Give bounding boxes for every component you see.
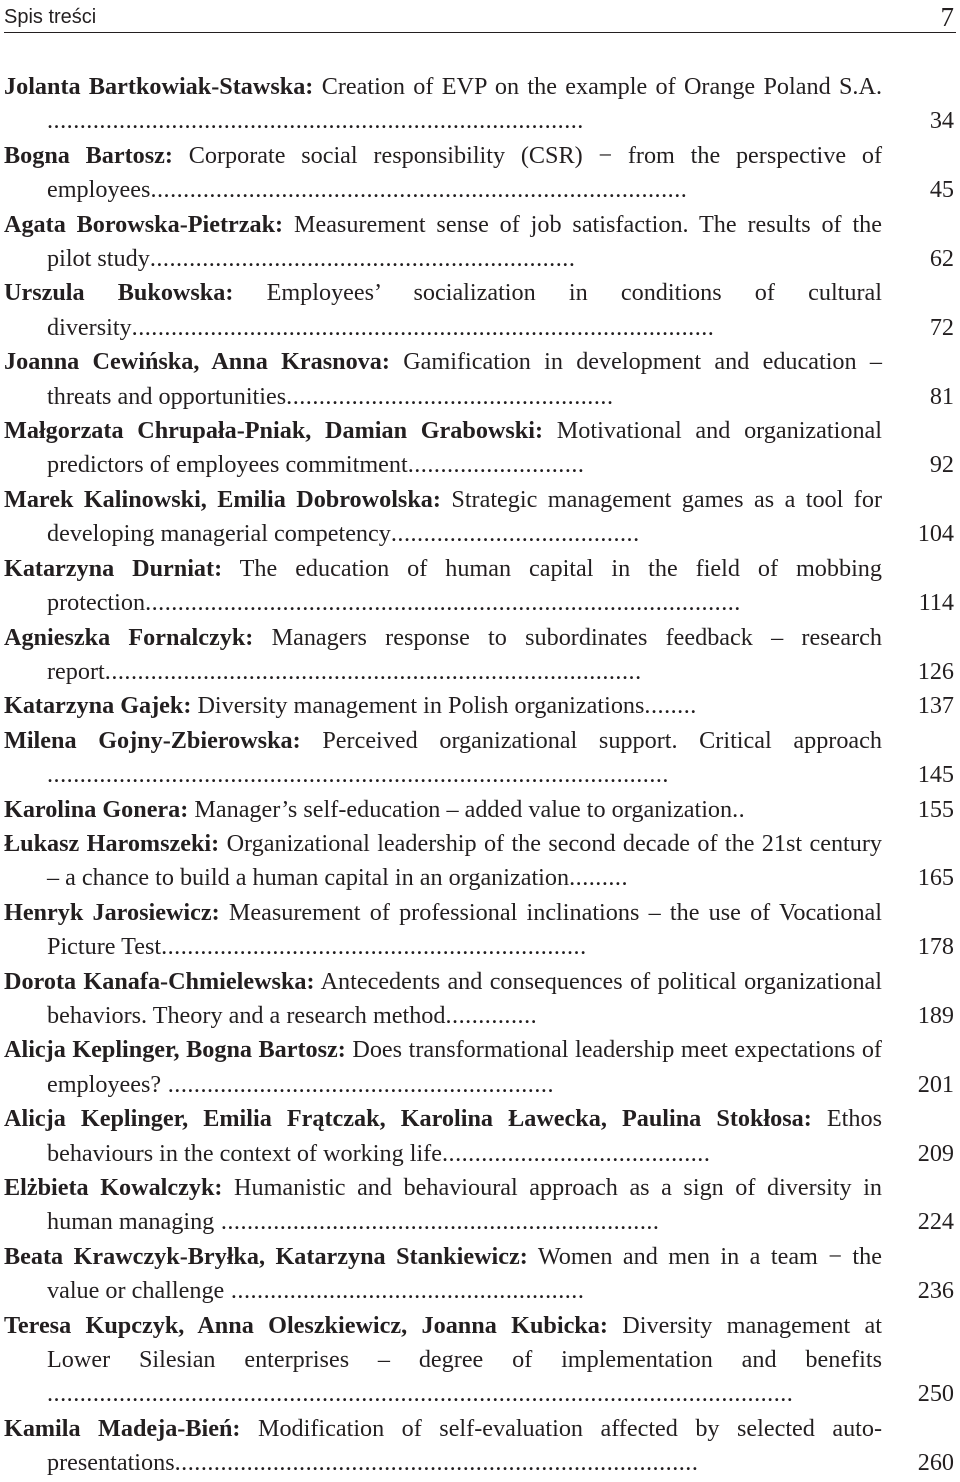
toc-entry-title: Organizational leadership of the second decade of the 21st century – a chance to build a human capital in an organization	[47, 829, 882, 892]
toc-entry-page: 189	[917, 1001, 954, 1029]
toc-entry-text	[4, 1102, 882, 1171]
toc-entry-authors: Kamila Madeja-Bień:	[4, 1414, 241, 1442]
toc-entry-text	[4, 724, 882, 793]
toc-entry-title: Creation of EVP on the example of Orange Poland S.A.	[321, 73, 882, 100]
toc-entry-text	[4, 483, 882, 552]
toc-entry-leader: ..................................................................................	[47, 107, 584, 135]
toc-entry-title: Motivational and organizational predictors of employees commitment	[47, 417, 882, 479]
toc-entry-authors: Alicja Keplinger, Bogna Bartosz:	[4, 1036, 346, 1064]
toc-entry[interactable]	[4, 1171, 956, 1240]
toc-entry[interactable]	[4, 965, 956, 1034]
toc-entry[interactable]	[4, 1309, 956, 1412]
toc-entry-leader: ...............................................................................................	[47, 761, 669, 789]
toc-entry-text	[4, 793, 882, 827]
toc-entry-page: 81	[929, 382, 954, 410]
toc-entry-text	[4, 1171, 882, 1240]
toc-entry-page: 45	[929, 176, 954, 204]
toc-entry[interactable]	[4, 689, 956, 723]
toc-entry[interactable]	[4, 208, 956, 277]
toc-entry[interactable]	[4, 139, 956, 208]
toc-entry-text	[4, 1033, 882, 1102]
toc-entry-leader: ..................................................................................	[150, 176, 688, 204]
toc-entry-text	[4, 414, 882, 483]
toc-entry-page: 236	[917, 1277, 954, 1305]
toc-entry-page: 178	[917, 933, 954, 961]
table-of-contents	[4, 70, 956, 1481]
toc-entry-leader: ..	[732, 795, 746, 823]
toc-entry-authors: Katarzyna Gajek:	[4, 692, 192, 720]
toc-entry[interactable]	[4, 345, 956, 414]
toc-entry-authors: Karolina Gonera:	[4, 795, 189, 823]
toc-entry-title: Measurement of professional inclinations – the use of Vocational Picture Test	[47, 898, 882, 961]
toc-entry-authors: Beata Krawczyk-Bryłka, Katarzyna Stankiewicz:	[4, 1242, 528, 1270]
toc-entry-leader: .........................................................................................	[131, 313, 715, 341]
toc-entry-leader: ...........................	[407, 451, 585, 479]
toc-entry-authors: Łukasz Haromszeki:	[4, 829, 220, 857]
toc-entry[interactable]	[4, 1033, 956, 1102]
toc-entry[interactable]	[4, 1412, 956, 1481]
toc-entry-leader: ..................................................................................	[104, 657, 642, 685]
toc-entry-page: 260	[917, 1449, 954, 1477]
toc-entry[interactable]	[4, 896, 956, 965]
toc-entry-text	[4, 689, 882, 723]
toc-entry-title: Corporate social responsibility (CSR) − from the perspective of employees	[47, 141, 883, 204]
toc-entry-authors: Marek Kalinowski, Emilia Dobrowolska:	[4, 485, 441, 513]
toc-entry-text	[4, 552, 882, 621]
toc-entry-page: 224	[917, 1208, 954, 1236]
toc-entry-leader: .........................................	[441, 1139, 711, 1167]
toc-entry[interactable]	[4, 70, 956, 139]
toc-entry[interactable]	[4, 483, 956, 552]
toc-entry-leader: ................................................................................	[174, 1449, 699, 1477]
toc-entry-text	[4, 1309, 882, 1412]
toc-entry-title: The education of human capital in the field of mobbing protection	[47, 554, 882, 617]
toc-entry-page: 72	[929, 313, 954, 341]
toc-entry-page: 126	[917, 657, 954, 685]
toc-entry-title: Perceived organizational support. Critical approach	[322, 726, 882, 754]
toc-entry-title: Employees’ socialization in conditions of cultural diversity	[47, 279, 882, 341]
toc-entry-page: 145	[917, 761, 954, 789]
toc-entry-text	[4, 1412, 882, 1481]
toc-entry-text	[4, 345, 882, 414]
toc-entry-leader: .........	[569, 864, 629, 892]
toc-entry-page: 62	[929, 245, 954, 273]
toc-entry-leader: ...................................................................	[214, 1208, 660, 1236]
toc-entry-title: Humanistic and behavioural approach as a sign of diversity in human managing	[47, 1174, 883, 1236]
toc-entry-title: Diversity management in Polish organizations	[197, 692, 645, 720]
toc-entry-authors: Dorota Kanafa-Chmielewska:	[4, 967, 315, 995]
toc-entry-leader: .................................................................	[149, 245, 576, 273]
toc-entry-title: Diversity management at Lower Silesian enterprises – degree of implementation and benefits	[47, 1311, 883, 1374]
toc-entry-title: Managers response to subordinates feedback – research report	[47, 623, 882, 685]
toc-entry-leader: ..................................................	[286, 382, 614, 410]
toc-entry-page: 165	[917, 864, 954, 892]
toc-entry-text	[4, 276, 882, 345]
toc-entry-title: Ethos behaviours in the context of working life	[47, 1105, 883, 1167]
running-header	[4, 0, 956, 33]
toc-entry[interactable]	[4, 1240, 956, 1309]
toc-entry-leader: ..............	[445, 1001, 538, 1029]
toc-entry[interactable]	[4, 552, 956, 621]
toc-entry-text	[4, 965, 882, 1034]
toc-entry-text	[4, 70, 882, 139]
toc-entry-leader: ........	[644, 692, 697, 720]
toc-entry-authors: Joanna Cewińska, Anna Krasnova:	[4, 348, 390, 376]
toc-entry-title: Gamification in development and education – threats and opportunities	[47, 348, 882, 410]
toc-entry-authors: Teresa Kupczyk, Anna Oleszkiewicz, Joanna Kubicka:	[4, 1311, 608, 1339]
toc-entry[interactable]	[4, 414, 956, 483]
toc-entry-page: 34	[929, 107, 954, 135]
toc-entry[interactable]	[4, 621, 956, 690]
toc-entry-authors: Bogna Bartosz:	[4, 141, 173, 169]
toc-entry-authors: Urszula Bukowska:	[4, 279, 234, 307]
toc-entry-authors: Elżbieta Kowalczyk:	[4, 1174, 223, 1201]
toc-entry-title: Manager’s self-education – added value to organization	[194, 795, 733, 823]
header-title: Spis treści	[4, 6, 97, 28]
toc-entry-title: Strategic management games as a tool for developing managerial competency	[47, 485, 883, 548]
toc-entry[interactable]	[4, 793, 956, 827]
toc-entry-authors: Agnieszka Fornalczyk:	[4, 623, 254, 651]
toc-entry-leader: .................................................................	[161, 933, 587, 961]
toc-entry-authors: Małgorzata Chrupała-Pniak, Damian Grabowski:	[4, 417, 544, 445]
toc-entry-leader: ...........................................................................................	[145, 589, 741, 617]
toc-entry-leader: ......................................................	[224, 1277, 585, 1305]
toc-entry-page: 114	[918, 589, 954, 617]
toc-entry-page: 201	[917, 1070, 954, 1098]
toc-entry-authors: Katarzyna Durniat:	[4, 554, 223, 582]
toc-entry-leader: ......................................	[390, 520, 640, 548]
toc-entry-authors: Milena Gojny-Zbierowska:	[4, 726, 301, 754]
toc-entry-authors: Alicja Keplinger, Emilia Frątczak, Karolina Ławecka, Paulina Stokłosa:	[4, 1105, 812, 1133]
toc-entry-title: Measurement sense of job satisfaction. The results of the pilot study	[47, 210, 882, 273]
toc-entry-text	[4, 139, 882, 208]
toc-entry-text	[4, 896, 882, 965]
toc-entry-text	[4, 1240, 882, 1309]
toc-entry[interactable]	[4, 1102, 956, 1171]
toc-entry-leader: ..................................................................................................................	[47, 1380, 794, 1408]
toc-entry[interactable]	[4, 276, 956, 345]
toc-entry-page: 209	[917, 1139, 954, 1167]
toc-entry-page: 104	[917, 520, 954, 548]
toc-entry-leader: ...........................................................	[161, 1070, 554, 1098]
toc-entry-title: Modification of self-evaluation affected by selected auto-presentations	[47, 1414, 883, 1477]
toc-entry-text	[4, 827, 882, 896]
toc-entry[interactable]	[4, 827, 956, 896]
toc-entry-authors: Agata Borowska-Pietrzak:	[4, 210, 284, 238]
toc-entry-title: Does transformational leadership meet expectations of employees?	[47, 1036, 882, 1098]
header-page-number: 7	[940, 2, 954, 32]
toc-entry[interactable]	[4, 724, 956, 793]
toc-entry-page: 137	[917, 692, 954, 720]
toc-entry-text	[4, 208, 882, 277]
toc-entry-authors: Jolanta Bartkowiak-Stawska:	[4, 73, 314, 100]
toc-entry-page: 250	[917, 1380, 954, 1408]
toc-entry-authors: Henryk Jarosiewicz:	[4, 898, 220, 926]
toc-entry-page: 155	[917, 795, 954, 823]
toc-entry-title: Antecedents and consequences of political organizational behaviors. Theory and a research method	[47, 967, 882, 1029]
toc-entry-page: 92	[929, 451, 954, 479]
toc-entry-text	[4, 621, 882, 690]
toc-entry-title: Women and men in a team − the value or challenge	[47, 1242, 882, 1305]
